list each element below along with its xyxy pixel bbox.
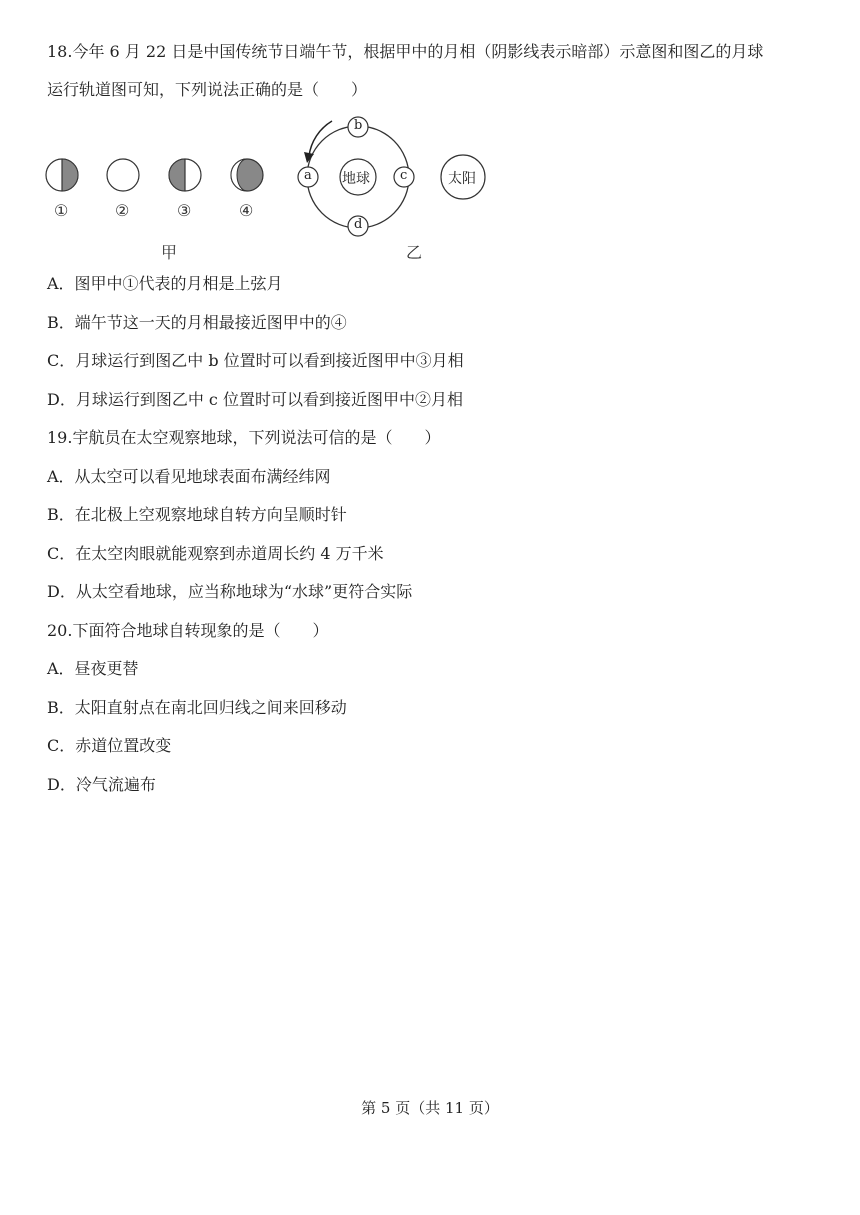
q18-option-b: B．端午节这一天的月相最接近图甲中的④ — [47, 313, 347, 332]
q18-figure — [40, 116, 500, 261]
q19-option-d: D．从太空看地球，应当称地球为“水球”更符合实际 — [47, 582, 413, 601]
sun-label: 太阳 — [448, 171, 476, 187]
q19-stem: 19.宇航员在太空观察地球，下列说法可信的是（ ） — [47, 428, 441, 447]
q18-option-c: C．月球运行到图乙中 b 位置时可以看到接近图甲中③月相 — [47, 351, 464, 370]
q18-stem-line2: 运行轨道图可知，下列说法正确的是（ ） — [47, 80, 368, 99]
page-footer: 第 5 页（共 11 页） — [361, 1099, 499, 1117]
moon-label-1: ① — [54, 201, 69, 220]
moon-phase-1 — [46, 159, 78, 191]
q19-option-b: B．在北极上空观察地球自转方向呈顺时针 — [47, 505, 347, 524]
q20-stem: 20.下面符合地球自转现象的是（ ） — [47, 621, 329, 640]
q20-option-a: A．昼夜更替 — [47, 659, 139, 678]
moon-label-3: ③ — [177, 201, 192, 220]
q18-option-d: D．月球运行到图乙中 c 位置时可以看到接近图甲中②月相 — [47, 390, 463, 409]
moon-label-2: ② — [115, 201, 130, 220]
moon-label-4: ④ — [239, 201, 254, 220]
q20-option-b: B．太阳直射点在南北回归线之间来回移动 — [47, 698, 347, 717]
q18-stem-line1: 18.今年 6 月 22 日是中国传统节日端午节，根据甲中的月相（阴影线表示暗部）示意图和图乙的月球 — [47, 42, 764, 61]
earth-label: 地球 — [342, 171, 370, 187]
orbit-point-b: b — [354, 118, 363, 133]
figure-caption-jia: 甲 — [161, 243, 178, 262]
q18-option-a: A．图甲中①代表的月相是上弦月 — [47, 274, 283, 293]
figure-caption-yi: 乙 — [406, 243, 423, 262]
moon-phase-diagram — [40, 116, 500, 261]
moon-phase-4 — [231, 159, 263, 191]
q19-option-c: C．在太空肉眼就能观察到赤道周长约 4 万千米 — [47, 544, 384, 563]
q20-option-c: C．赤道位置改变 — [47, 736, 172, 755]
orbit-point-d: d — [354, 217, 363, 232]
moon-phase-3 — [169, 159, 201, 191]
q20-option-d: D．冷气流遍布 — [47, 775, 156, 794]
orbit-point-a: a — [304, 168, 312, 183]
moon-phase-2 — [107, 159, 139, 191]
orbit-point-c: c — [400, 168, 408, 183]
q19-option-a: A．从太空可以看见地球表面布满经纬网 — [47, 467, 331, 486]
